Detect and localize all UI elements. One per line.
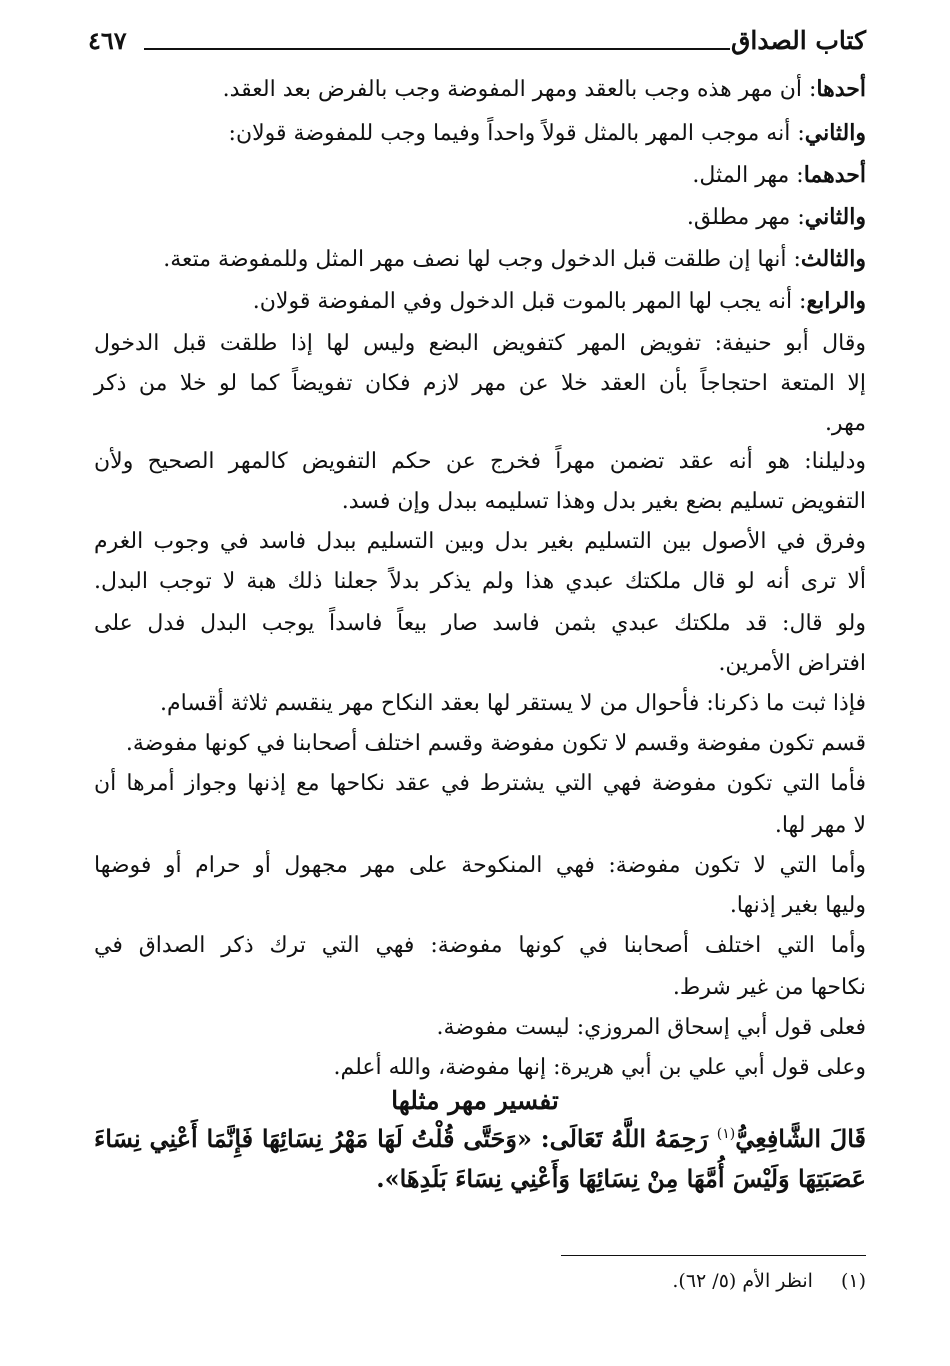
line-text: وفرق في الأصول بين التسليم بغير بدل وبين التسليم ببدل فاسد في وجوب الغرم (94, 529, 866, 554)
text-line (94, 204, 866, 232)
line-lead: والرابع (806, 288, 866, 314)
running-title: كتاب الصداق (730, 26, 866, 55)
line-text: مهر. (824, 411, 866, 436)
page-header (88, 26, 866, 66)
text-line (94, 488, 866, 516)
line-lead: والثالث (800, 246, 866, 272)
footnote-text: انظر الأم (٥/ ٦٢). (672, 1270, 813, 1292)
page-number: ٤٦٧ (88, 26, 127, 55)
quote-speaker: قَالَ الشَّافِعِيُّ (735, 1124, 866, 1153)
line-text: : أنها إن طلقت قبل الدخول وجب لها نصف مهر المثل وللمفوضة متعة. (163, 247, 801, 272)
text-line (94, 246, 866, 274)
line-lead: والثاني (804, 120, 866, 146)
text-line (94, 370, 866, 398)
text-line (94, 120, 866, 148)
text-line (94, 892, 866, 920)
text-line (94, 974, 866, 1002)
footnote-reference[interactable]: (١) (716, 1126, 736, 1142)
line-text: نكاحها من غير شرط. (672, 975, 866, 1000)
line-lead: والثاني (804, 204, 866, 230)
line-text: : أنه موجب المهر بالمثل قولاً واحداً وفيما وجب للمفوضة قولان: (228, 121, 805, 146)
section-heading: تفسير مهر مثلها (391, 1086, 559, 1115)
line-text: : مهر المثل. (692, 163, 804, 188)
text-line (94, 76, 866, 104)
text-line (94, 852, 866, 880)
text-line (94, 162, 866, 190)
text-line (94, 410, 866, 438)
text-line (94, 1054, 866, 1082)
line-text: التفويض تسليم بضع بغير بدل وهذا تسليمه ببدل وإن فسد. (341, 489, 866, 514)
line-text: ألا ترى أنه لو قال ملكتك عبدي هذا ولم يذكر بدلاً جعلنا ذلك هبة لا توجب البدل. (94, 569, 866, 594)
line-text: وقال أبو حنيفة: تفويض المهر كتفويض البضع وليس لها إذا طلقت قبل الدخول (94, 331, 866, 356)
text-line (94, 650, 866, 678)
line-text: ولو قال: قد ملكتك عبدي بثمن فاسد صار بيعاً فاسداً يوجب البدل فدل على (94, 611, 866, 636)
line-lead: أحدهما (803, 162, 866, 188)
line-text: : أن مهر هذه وجب بالعقد ومهر المفوضة وجب بالفرض بعد العقد. (222, 77, 817, 102)
text-line (94, 730, 866, 758)
quote-line-1 (94, 1124, 866, 1154)
text-line (94, 568, 866, 596)
line-text: وأما التي لا تكون مفوضة: فهي المنكوحة على مهر مجهول أو حرام أو فوضها (94, 853, 866, 878)
line-text: فأما التي تكون مفوضة فهي التي يشترط في عقد نكاحها مع إذنها وجواز أمرها أن (94, 771, 866, 796)
text-line (94, 1014, 866, 1042)
line-text: قسم تكون مفوضة وقسم لا تكون مفوضة وقسم اختلف أصحابنا في كونها مفوضة. (125, 731, 866, 756)
text-line (94, 288, 866, 316)
line-text: لا مهر لها. (774, 813, 866, 838)
line-text: وليها بغير إذنها. (729, 893, 866, 918)
text-line (94, 932, 866, 960)
line-text: افتراض الأمرين. (718, 651, 866, 676)
text-line (94, 812, 866, 840)
footnote (672, 1270, 866, 1292)
quote-text: رَحِمَهُ اللَّهُ تَعَالَى: «وَحَتَّى قُلْتُ لَهَا مَهْرُ نِسَائِهَا فَإِنَّمَا أَعْنِي نِسَاءَ (94, 1124, 717, 1153)
line-lead: أحدها (816, 76, 866, 102)
line-text: فإذا ثبت ما ذكرنا: فأحوال من لا يستقر لها بعقد النكاح مهر ينقسم ثلاثة أقسام. (160, 691, 866, 716)
text-line (94, 448, 866, 476)
footnote-number: (١) (840, 1270, 866, 1292)
quote-line-2: عَصَبَتِهَا وَلَيْسَ أُمَّهَا مِنْ نِسَائِهَا وَأَعْنِي نِسَاءَ بَلَدِهَا». (376, 1164, 866, 1193)
text-line (94, 690, 866, 718)
line-text: وعلى قول أبي علي بن أبي هريرة: إنها مفوضة، والله أعلم. (333, 1055, 866, 1080)
footnote-rule (561, 1255, 866, 1256)
header-rule (144, 48, 730, 50)
text-line (94, 770, 866, 798)
line-text: : مهر مطلق. (686, 205, 805, 230)
line-text: وأما التي اختلف أصحابنا في كونها مفوضة: فهي التي ترك ذكر الصداق في (94, 933, 866, 958)
line-text: : أنه يجب لها المهر بالموت قبل الدخول وفي المفوضة قولان. (252, 289, 807, 314)
line-text: فعلى قول أبي إسحاق المروزي: ليست مفوضة. (436, 1015, 866, 1040)
text-line (94, 610, 866, 638)
line-text: إلا المتعة احتجاجاً بأن العقد خلا عن مهر لازم فكان تفويضاً كما لو خلا من ذكر (94, 371, 866, 396)
text-line (94, 330, 866, 358)
text-line (94, 528, 866, 556)
line-text: ودليلنا: هو أنه عقد تضمن مهراً فخرج عن حكم التفويض كالمهر الصحيح ولأن (94, 449, 866, 474)
